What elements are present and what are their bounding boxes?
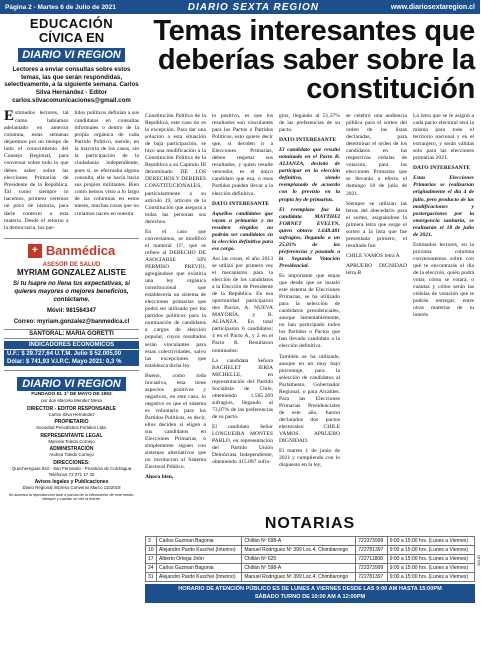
intro-col-2: tidos políticos definían a sus candidatos en consultas informales o dentro de la propia orgánica de cada Partido Político, siendo, en la mayoría de los casos, sin la participación de la ciudadanía independiente, pues sí, se efectuaba alguna consulta, ella se hacía hacia sus propios militantes. Bien como hemos visto a lo largo de las columnas en estos meses, muchas cosas que no creíamos nacen en nuestra: [74, 110, 139, 217]
table-row: 31 Alejandro Pardo Kuschel (Interino) Manuel Rodríguez Nº 399 Loc.4, Chimbarongo 722781397 9:00 a 15:00 hrs. (Lunes a Viernes): [146, 573, 475, 582]
masthead: DIARIO VI REGION FUNDADO EL 1º DE MAYO DE 1952 por don Marcelo Mendez Mesa DIRECTOR - EDITOR RESPONSABLE Carlos Silva Hernández PROPIETARIO Sociedad Periodística Portales Ltda. REPRESENTANTE LEGAL Marcela Toledo Cornejo ADMINISTRACIÓN Andrea Toledo Cornejo DIRECCIONES: Quechereguas 842 - San Fernando - Provincia de Colchagua Teléfonos 72 271 17 42 Avisos legales y Publicaciones Diario Regional impreso Convenio Marco 1102018 Se autoriza la reproducción total o parcial de la información de este medio, siempre y cuando se cite la fuente.: [4, 370, 139, 502]
ad-phone[interactable]: Móvil: 981564347: [46, 308, 97, 315]
banmedica-ad: [4, 238, 139, 326]
page-info: Página 2 - Martes 6 de Julio de 2021: [5, 3, 116, 11]
table-row: 10 Alejandro Pardo Kuschel (Interino) Manuel Rodríguez Nº 399 Loc.4, Chimbarongo 722781397 9:00 a 15:00 hrs. (Lunes a Viernes): [146, 546, 475, 555]
main-article: [145, 17, 475, 484]
promo-email[interactable]: carlos.silvacomunicaciones@gmail.com: [12, 97, 131, 105]
left-column: [4, 17, 139, 647]
cross-icon: +: [28, 244, 42, 258]
website-link[interactable]: www.diariosextaregion.cl: [390, 3, 475, 11]
santoral: SANTORAL: MARIA GORETTI: [4, 329, 139, 339]
drop-cap: E: [4, 108, 15, 125]
article-col-4: se celebró una audiencia pública para el sorteo del orden de las listas declaradas, para determinar el orden de los candidatos en las respectivas cédulas de votación, para las elecciones Primarias que se llevarán a efecto el domingo 18 de julio de 2021. Siempre se utilizan las letras del abecedario para el sorteo, asignándose la primera letra que surge el sorteo a la lista que fue presentada primero, el resultado fue: CHILE VAMOS letra A APRUEBO DIGNIDAD letra B: [346, 113, 407, 276]
banmedica-logo: + Banmédica: [4, 243, 139, 258]
article-col-2: lo positivo, es que los resultados son vinculantes para los Pactos o Partidos Políticos, esto quiere decir que, si deciden ir a Elecciones Primarias, deben respetar sus resultados, y quien resulte vencedor, es el único candidato que esa, o esos Partidos pueden llevar a la elección definitiva. DATO INTERESANTE Aquellos candidatos que vayan a primarias y no resulten elegidos no podrán ser candidatos en la elección definitiva para ese cargo. Así las cosas, el año 2013 se utilizó por primera vez el mecanismo para la elección de los candidatos a la Elección de Presidente de la República. En esa oportunidad participaron dos Pactos, A. NUEVA MAYORÍA, y B. ALIANZA. En total participaron 6 candidatos; 4 en el Pacto A, y 2 en el Pacto B. Resultaron nominados: La candidata Señora BACHELET JERIA MICHELLE, en representación del Partido Socialista de Chile, obteniendo 1.565.269 sufragios, llegando al 73,07% de las preferencias de su pacto. El candidato Señor LONGUEIRA MONTES PABLO, en representación del Partido Unión Demócrata Independiente, obteniendo 415.087 sufra-: [212, 113, 273, 466]
notarias-table: [145, 536, 475, 582]
table-row: 3 Carlos Guzman Bagonia Chillán Nº 598-A 722373999 9:00 a 15:00 hrs. (Lunes a Viernes): [146, 537, 475, 546]
brand-title: DIARIO SEXTA REGION: [187, 1, 319, 13]
diario-logo: DIARIO VI REGION: [18, 48, 124, 62]
ad-email[interactable]: Correo: myriam.gonzalez@banmedica.cl: [13, 319, 130, 326]
indicators-heading: INDICADORES ECONÓMICOS: [4, 341, 139, 350]
intro-text: [4, 110, 139, 232]
notarias-title: NOTARIAS: [264, 515, 356, 532]
civic-education-promo: [4, 17, 139, 104]
headline: Temas interesantes que deberías saber sobre la constitución: [153, 15, 475, 105]
article-col-5: La letra que se le asignó a cada pacto electoral será la misma para todo el territorio nacional y en el extranjero, y serán válidas solo para las elecciones primarias 2021. DATO INTERESANTE Estas Elecciones Primarias se realizarían originalmente el día 4 de julio, pero producto de las modificaciones y postergaciones por la emergencia sanitaria, se realizarán el 18 de julio de 2021. Estimados lectores, en la próxima columna conversaremos sobre con qué te encontrarás el día de la elección, quién podrá votar, cómo se votará, o cuántas y cómo serán las cédulas de votación que te podrán entregar, entre otras materias de tu interés.: [413, 113, 474, 319]
side-note: JULIO: [476, 555, 481, 567]
table-row: 17 Alberto Ortega Jirón Chillán Nº 625 722711808 9:00 a 15:00 hrs. (Lunes a Viernes): [146, 555, 475, 564]
article-col-3: gios, llegando al 51,37% de las preferencias de su pacto. DATO INTERESANTE El candidato que resultó nominado en el Pacto B. ALIANZA, desistió de participar en la elección definitiva, siendo reemplazado de acuerdo con lo previsto en la propia ley de primarias. El reemplazo fue la candidata MATTHEI FORNET EVELYN, quien obtuvo 1.648.481 sufragios, llegando a un 25,03% de las preferencias y pasando a la Segunda Votación Presidencial. Es importante que sepas que desde que se instaló este sistema de Elecciones Primarias, se ha utilizado para la selección de candidatos presidenciales, aunque lamentablemente, no han participado todos los Partidos o Pactos que han llevado candidato a la elección definitiva. También se ha utilizado, aunque en un muy bajo porcentaje, para la selección de candidatos al Parlamento, Gobernador Regional, o para Alcaldes. Para las Elecciones Primarias Presidenciales de este año, fueron declarados dos pactos electorales: CHILE VAMOS. APRUEBO DIGNIDAD. El martes 1 de junio de 2021 y cumpliendo con lo dispuesto en la ley,: [279, 113, 340, 469]
table-row: 24 Carlos Guzman Bagonia Chillán Nº 598-A 722373999 9:00 a 15:00 hrs. (Lunes a Viernes): [146, 564, 475, 573]
article-col-1: Constitución Política de la República, este caso no es la excepción. Para dar una solución a esta situación de baja participación, se hizo una modificación a la Constitución Política de la República a su Capítulo III denominado DE LOS DERECHOS Y DEBERES CONSTITUCIONALES, particularmente a su artículo 19, artículo de la Constitución que asegura a todas las personas sus derechos. En el caso que conversamos, se modificó el numeral 15º, que se refiere al DERECHO DE ASOCIARSE SIN PERMISO PREVIO, agregándose que existiría una ley orgánica constitucional que establecería un sistema de elecciones primarias que podrá ser utilizado por los partidos políticos para la nominación de candidatos a cargos de elección popular, cuyos resultados serán vinculantes para estas colectividades, salvo las excepciones que establezca dicha ley. Bueno, como toda iniciativa, esta tiene aspectos positivos y negativos, en este caso, lo negativo es que el sistema es voluntario para los Partidos Políticos, es decir, ellos deciden si eligen a sus candidatos en Elecciones Primarias, o simplemente siguen con sistemas alternativos que no involucran al Sistema Electoral Público. Ahora bien,: [145, 113, 206, 481]
promo-title-line1: EDUCACIÓN: [29, 16, 114, 31]
economic-indicators: [4, 341, 139, 366]
indicator-row: Dólar: $ 741,93 V.I.P.C. Mayo 2021: 0,3 %: [7, 359, 122, 366]
promo-title-line2: CÍVICA EN: [38, 30, 105, 45]
notarias-hours-footer: HORARIO DE ATENCIÓN PÚBLICO ES DE LUNES A VIERNES DESDE LAS 9:00 AM HASTA 15:00PM SÁBADO TURNO DE 10:00 AM A 12:00PM: [145, 584, 475, 603]
page-header-bar: [0, 0, 480, 14]
article-body: [145, 113, 475, 484]
advisor-name: MYRIAM GONZALEZ ALISTE: [16, 268, 127, 278]
ad-label: ASESOR DE SALUD: [42, 262, 101, 269]
masthead-logo: DIARIO VI REGION: [17, 377, 125, 391]
notarias-section: [145, 515, 481, 603]
intro-col-1: Estimados lectores, tal como habíamos adelantado en anterior columna, estas semanas dejaremos por un tiempo de lado el conocimiento del Consejo Regional, para conversar sobre todo lo que debes saber sobre las elecciones Primarias de Presidente de la República. Tal como siempre lo hacemos, primero veremos un poco de historia, para darle contexto a esta materia. Desde el retorno a la democracia, los par-: [4, 108, 69, 231]
promo-text: Lectores a enviar consultas sobre estos temas, las que serán respondidas, selectivamente, a la siguiente semana. Carlos Silva Hernández - Editor: [4, 66, 139, 96]
indicator-row: U.F.: $ 29.727,64 U.T.M. Julio $ 52.005,00: [7, 351, 122, 358]
ad-message: Si tu Isapre no llena tus expectativas, si quieres mayores o mejores beneficios, contáctame.: [13, 280, 130, 304]
